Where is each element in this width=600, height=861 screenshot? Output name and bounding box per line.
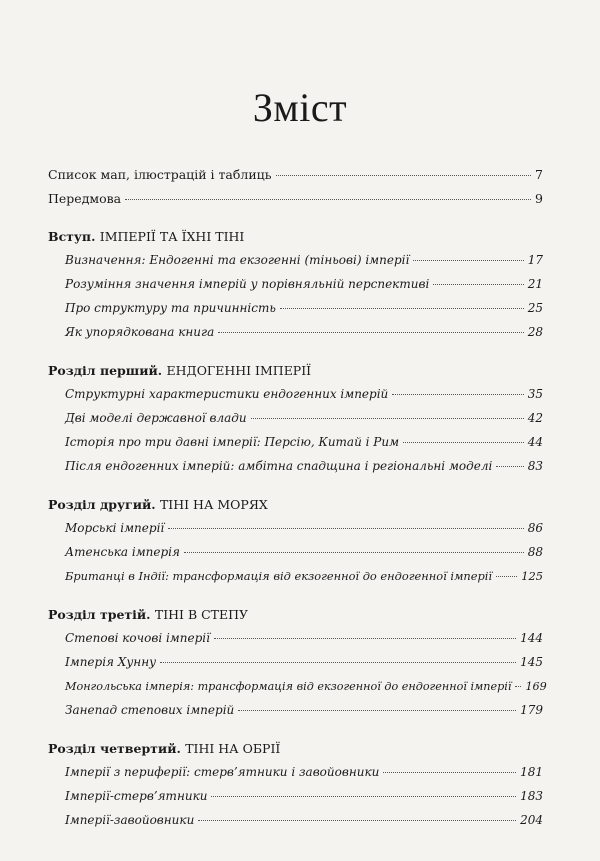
section-prefix: Розділ четвертий. bbox=[48, 741, 181, 756]
toc-subentry bbox=[48, 678, 547, 702]
toc-subentry-page: 145 bbox=[520, 655, 543, 669]
toc-subentry-page: 21 bbox=[527, 277, 543, 291]
toc-subentry-page: 125 bbox=[521, 569, 543, 583]
toc-entry bbox=[48, 190, 543, 214]
dot-leader bbox=[413, 260, 523, 261]
toc-subentry bbox=[48, 434, 543, 458]
toc-subentry-label: Імперії з периферії: стерв’ятники і завойовники bbox=[65, 765, 380, 779]
toc-subentry-page: 144 bbox=[520, 631, 543, 645]
toc-subentry bbox=[48, 386, 543, 410]
toc-subentry-page: 25 bbox=[527, 301, 543, 315]
dot-leader bbox=[433, 284, 523, 285]
toc-entry bbox=[48, 166, 543, 190]
toc-subentry-page: 204 bbox=[520, 813, 543, 827]
section-name: ІМПЕРІЇ ТА ЇХНІ ТІНІ bbox=[99, 229, 245, 244]
toc-subentry bbox=[48, 324, 543, 348]
page-title: Зміст bbox=[252, 85, 348, 130]
toc-subentry bbox=[48, 458, 543, 482]
toc-subentry-label: Монгольська імперія: трансформація від екзогенної до ендогенної імперії bbox=[65, 680, 512, 693]
toc-subentry-page: 35 bbox=[527, 387, 543, 401]
dot-leader bbox=[168, 528, 523, 529]
table-of-contents bbox=[48, 166, 547, 836]
toc-entry-page: 7 bbox=[535, 167, 543, 182]
toc-subentry bbox=[48, 520, 543, 544]
toc-subentry-page: 181 bbox=[520, 765, 543, 779]
section-name: ЕНДОГЕННІ ІМПЕРІЇ bbox=[166, 363, 312, 378]
toc-subentry-page: 179 bbox=[520, 703, 543, 717]
dot-leader bbox=[496, 466, 523, 467]
toc-subentry-page: 42 bbox=[527, 411, 543, 425]
dot-leader bbox=[184, 552, 524, 553]
toc-subentry-label: Степові кочові імперії bbox=[65, 631, 210, 645]
toc-subentry bbox=[48, 654, 543, 678]
toc-subentry-label: Історія про три давні імперії: Персію, Китай і Рим bbox=[65, 435, 400, 449]
section-prefix: Розділ перший. bbox=[48, 363, 163, 378]
toc-subentry bbox=[48, 252, 543, 276]
toc-subentry-page: 44 bbox=[527, 435, 543, 449]
section-name: ТІНІ НА МОРЯХ bbox=[159, 497, 268, 512]
toc-subentry-page: 183 bbox=[520, 789, 543, 803]
toc-subentry-label: Імперія Хунну bbox=[65, 655, 157, 669]
toc-subentry-label: Британці в Індії: трансформація від екзогенної до ендогенної імперії bbox=[65, 569, 493, 583]
toc-subentry-page: 88 bbox=[527, 545, 543, 559]
toc-subentry bbox=[48, 630, 543, 654]
toc-subentry bbox=[48, 544, 543, 568]
dot-leader bbox=[280, 308, 524, 309]
toc-subentry-label: Морські імперії bbox=[65, 521, 165, 535]
section-name: ТІНІ В СТЕПУ bbox=[154, 607, 249, 622]
toc-subentry-page: 28 bbox=[527, 325, 543, 339]
section-prefix: Вступ. bbox=[48, 229, 96, 244]
toc-subentry-label: Після ендогенних імперій: амбітна спадщина і регіональні моделі bbox=[65, 459, 493, 473]
toc-subentry-label: Атенська імперія bbox=[65, 545, 180, 559]
toc-subentry-page: 86 bbox=[527, 521, 543, 535]
toc-subentry-label: Про структуру та причинність bbox=[65, 301, 276, 315]
dot-leader bbox=[276, 175, 532, 176]
section-heading bbox=[48, 496, 543, 520]
section-name: ТІНІ НА ОБРІЇ bbox=[185, 741, 281, 756]
section-heading bbox=[48, 740, 543, 764]
toc-entry-page: 9 bbox=[535, 191, 543, 206]
section-prefix: Розділ другий. bbox=[48, 497, 156, 512]
dot-leader bbox=[383, 772, 516, 773]
toc-subentry bbox=[48, 812, 543, 836]
toc-subentry-label: Імперії-завойовники bbox=[65, 813, 195, 827]
toc-subentry bbox=[48, 788, 543, 812]
dot-leader bbox=[251, 418, 524, 419]
toc-subentry-label: Як упорядкована книга bbox=[65, 325, 215, 339]
toc-subentry-page: 83 bbox=[527, 459, 543, 473]
toc-subentry bbox=[48, 764, 543, 788]
dot-leader bbox=[214, 638, 516, 639]
toc-subentry bbox=[48, 702, 543, 726]
section-heading bbox=[48, 606, 543, 630]
dot-leader bbox=[211, 796, 516, 797]
dot-leader bbox=[392, 394, 523, 395]
dot-leader bbox=[403, 442, 524, 443]
toc-subentry-page: 169 bbox=[525, 680, 547, 693]
section-prefix: Розділ третій. bbox=[48, 607, 151, 622]
dot-leader bbox=[496, 576, 517, 577]
toc-subentry-page: 17 bbox=[527, 253, 543, 267]
dot-leader bbox=[238, 710, 516, 711]
toc-subentry bbox=[48, 300, 543, 324]
toc-subentry bbox=[48, 276, 543, 300]
toc-subentry-label: Імперії-стерв’ятники bbox=[65, 789, 208, 803]
toc-subentry-label: Розуміння значення імперій у порівняльній перспективі bbox=[65, 277, 430, 291]
section-heading bbox=[48, 362, 543, 386]
dot-leader bbox=[125, 199, 531, 200]
toc-subentry-label: Дві моделі державної влади bbox=[65, 411, 247, 425]
toc-subentry bbox=[48, 410, 543, 434]
dot-leader bbox=[198, 820, 516, 821]
section-heading bbox=[48, 228, 543, 252]
toc-subentry-label: Структурні характеристики ендогенних імперій bbox=[65, 387, 389, 401]
dot-leader bbox=[218, 332, 523, 333]
dot-leader bbox=[515, 686, 521, 687]
dot-leader bbox=[160, 662, 516, 663]
toc-subentry-label: Визначення: Ендогенні та екзогенні (тіньові) імперії bbox=[65, 253, 410, 267]
toc-entry-label: Передмова bbox=[48, 191, 122, 206]
toc-subentry bbox=[48, 568, 543, 592]
toc-subentry-label: Занепад степових імперій bbox=[65, 703, 235, 717]
toc-entry-label: Список мап, ілюстрацій і таблиць bbox=[48, 167, 272, 182]
